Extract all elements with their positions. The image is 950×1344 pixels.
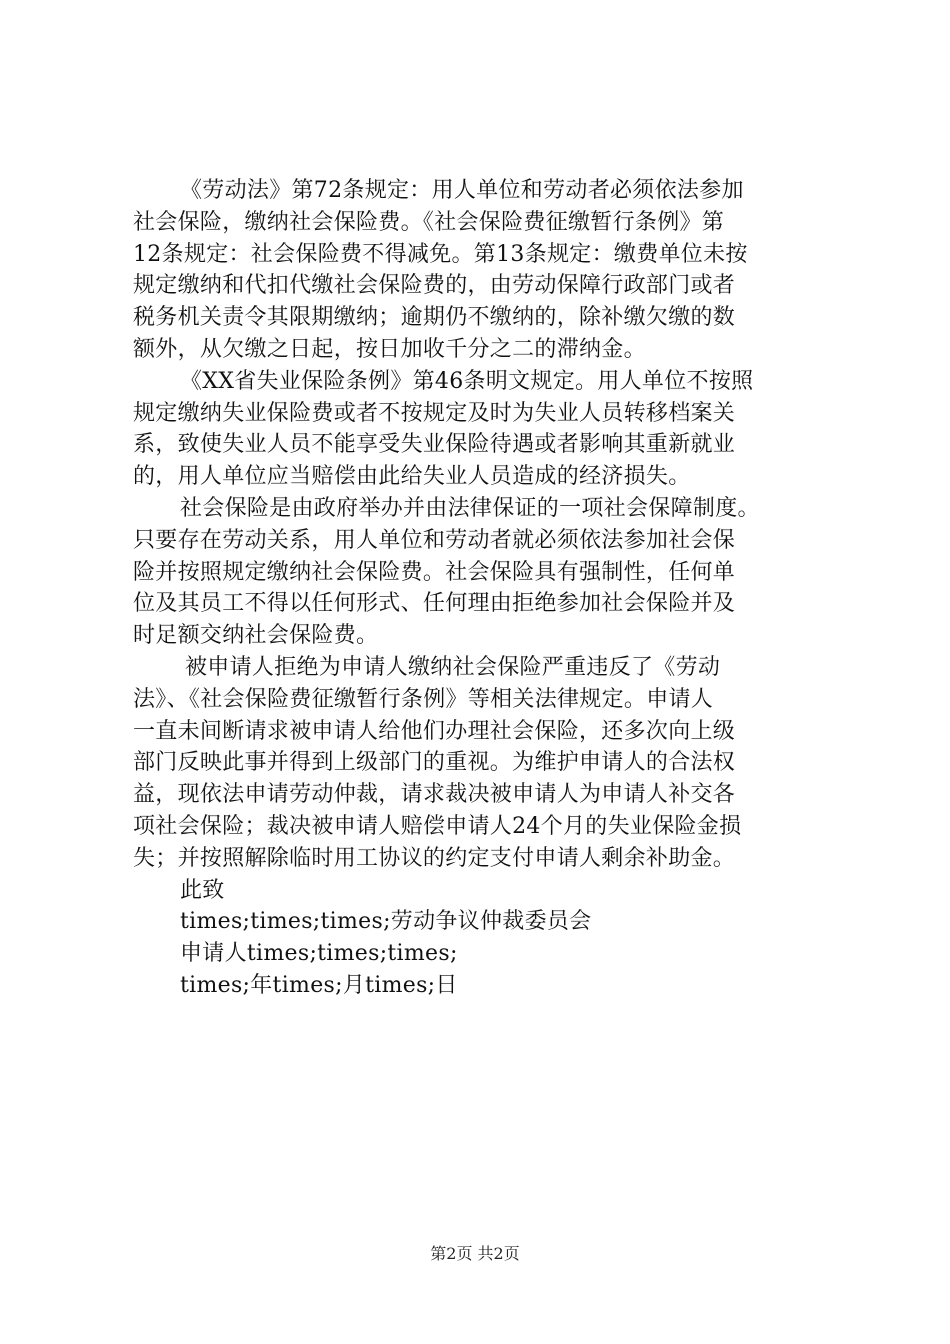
text-line: 益，现依法申请劳动仲裁，请求裁决被申请人为申请人补交各 — [133, 782, 736, 808]
salutation: 此致 — [180, 877, 225, 903]
text-line: 规定缴纳失业保险费或者不按规定及时为失业人员转移档案关 — [133, 400, 736, 426]
text-line: 的，用人单位应当赔偿由此给失业人员造成的经济损失。 — [133, 464, 691, 490]
text-line: 只要存在劳动关系，用人单位和劳动者就必须依法参加社会保 — [133, 527, 736, 553]
text-line: 项社会保险；裁决被申请人赔偿申请人24个月的失业保险金损 — [133, 813, 742, 839]
recipient-line: times;times;times;劳动争议仲裁委员会 — [180, 909, 592, 935]
text-line: 12条规定：社会保险费不得减免。第13条规定：缴费单位未按 — [133, 241, 748, 267]
text-line: 时足额交纳社会保险费。 — [133, 623, 379, 649]
date-line: times;年times;月times;日 — [180, 972, 458, 998]
document-body — [133, 175, 833, 1002]
text-line: 一直未间断请求被申请人给他们办理社会保险，还多次向上级 — [133, 718, 736, 744]
applicant-line: 申请人times;times;times; — [180, 941, 458, 967]
text-line: 险并按照规定缴纳社会保险费。社会保险具有强制性，任何单 — [133, 559, 736, 585]
text-line: 《劳动法》第72条规定：用人单位和劳动者必须依法参加 — [180, 178, 744, 203]
text-line: 被申请人拒绝为申请人缴纳社会保险严重违反了《劳动 — [185, 654, 721, 680]
text-line: 税务机关责令其限期缴纳；逾期仍不缴纳的，除补缴欠缴的数 — [133, 305, 736, 331]
page-number-footer: 第2页 共2页 — [430, 1244, 520, 1263]
text-line: 部门反映此事并得到上级部门的重视。为维护申请人的合法权 — [133, 750, 736, 776]
text-line: 失；并按照解除临时用工协议的约定支付申请人剩余补助金。 — [133, 845, 736, 871]
text-line: 系，致使失业人员不能享受失业保险待遇或者影响其重新就业 — [133, 432, 736, 458]
text-line: 《XX省失业保险条例》第46条明文规定。用人单位不按照 — [180, 368, 754, 394]
text-line: 规定缴纳和代扣代缴社会保险费的，由劳动保障行政部门或者 — [133, 273, 736, 299]
text-line: 社会保险是由政府举办并由法律保证的一项社会保障制度。 — [180, 495, 760, 521]
text-line: 社会保险，缴纳社会保险费。《社会保险费征缴暂行条例》第 — [133, 209, 725, 235]
text-line: 额外，从欠缴之日起，按日加收千分之二的滞纳金。 — [133, 336, 646, 362]
text-line: 法》、《社会保险费征缴暂行条例》等相关法律规定。申请人 — [133, 686, 714, 712]
text-line: 位及其员工不得以任何形式、任何理由拒绝参加社会保险并及 — [133, 591, 736, 617]
